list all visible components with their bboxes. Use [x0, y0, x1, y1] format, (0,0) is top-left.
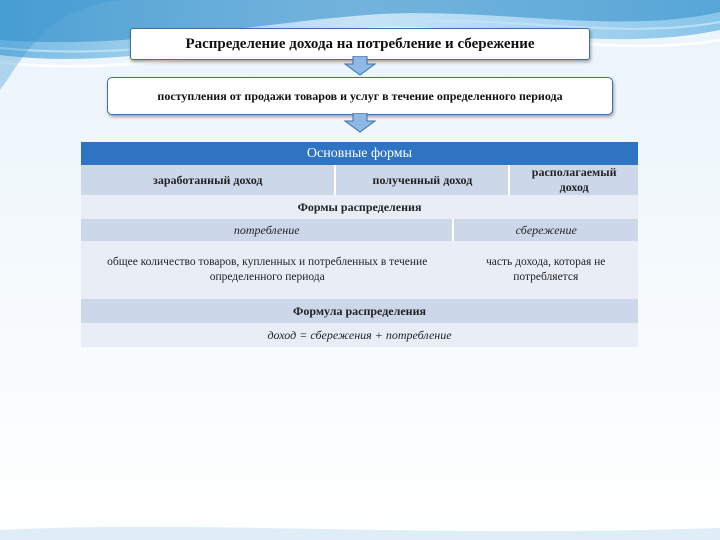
- down-arrow-icon: [344, 113, 376, 133]
- saving-description: часть дохода, которая не потребляется: [486, 256, 606, 283]
- down-arrow-icon: [344, 56, 376, 76]
- distribution-names-row: [81, 219, 638, 241]
- formula-row: [81, 323, 638, 347]
- distribution-header-row: [81, 195, 638, 219]
- formula-text: доход = сбережения + потребление: [267, 327, 452, 342]
- saving-label: сбережение: [515, 222, 577, 237]
- forms-table: [81, 142, 638, 347]
- formula-header: Формула распределения: [293, 303, 426, 318]
- main-forms-header: Основные формы: [306, 145, 413, 161]
- earned-income-cell: заработанный доход: [81, 165, 335, 195]
- consumption-description: общее количество товаров, купленных и потребленных в течение определенного периода: [107, 256, 428, 283]
- income-forms-row: [81, 165, 638, 195]
- distribution-desc-row: [81, 241, 638, 299]
- received-income-cell: полученный доход: [335, 165, 509, 195]
- diagram-title: Распределение дохода на потребление и сбережение: [130, 28, 590, 60]
- table-header-row: [81, 142, 638, 165]
- formula-header-row: [81, 299, 638, 323]
- distribution-header: Формы распределения: [297, 199, 422, 214]
- disposable-income-cell: располагаемый доход: [531, 165, 617, 194]
- income-source-box: поступления от продажи товаров и услуг в течение определенного периода: [107, 77, 613, 115]
- consumption-label: потребление: [81, 219, 453, 241]
